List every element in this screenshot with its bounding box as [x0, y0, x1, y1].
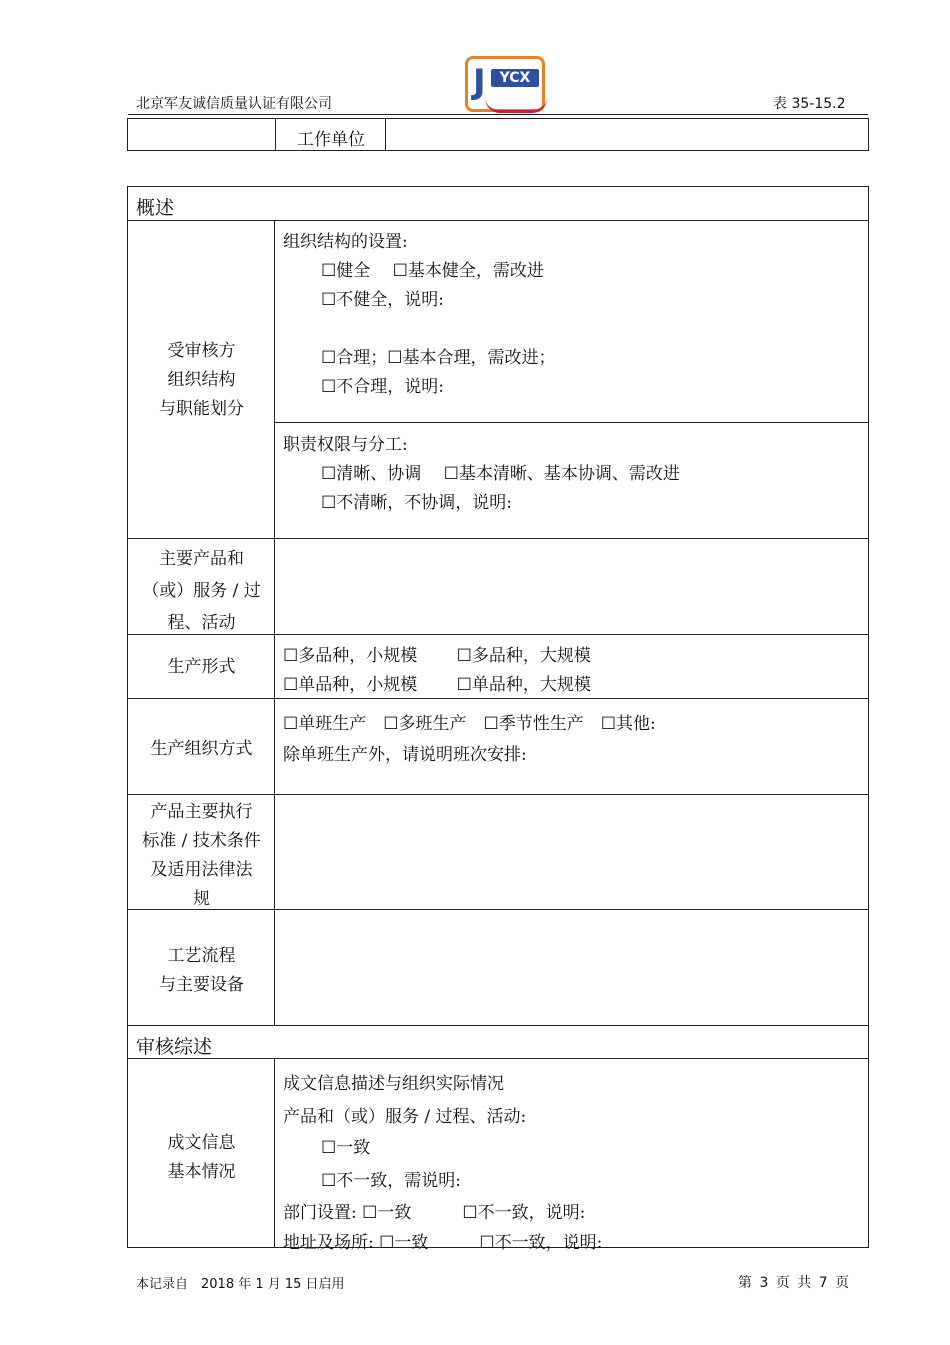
org-setup-options[interactable]: ☐健全 ☐基本健全，需改进	[321, 261, 544, 281]
company-name: 北京军友诚信质量认证有限公司	[136, 96, 332, 112]
documented-info-label: 成文信息 基本情况	[167, 1133, 236, 1182]
overview-title: 概述	[136, 197, 175, 219]
production-org-label: 生产组织方式	[150, 739, 253, 759]
row-divider	[128, 634, 868, 635]
production-form-row2[interactable]: ☐单品种，小规模 ☐单品种，大规模	[283, 675, 591, 695]
address-sites[interactable]: 地址及场所: ☐一致 ☐不一致，说明:	[283, 1233, 603, 1253]
audit-summary-title: 审核综述	[136, 1036, 213, 1058]
overview-table	[127, 186, 869, 1253]
row-divider	[128, 909, 868, 910]
duties-unclear-option[interactable]: ☐不清晰，不协调，说明:	[321, 493, 512, 513]
form-number: 表 35-15.2	[773, 96, 846, 112]
logo-text: YCX	[491, 69, 539, 87]
row-divider	[128, 1025, 868, 1026]
logo-letter: J	[473, 62, 486, 102]
documented-info-line1: 成文信息描述与组织实际情况	[283, 1074, 504, 1094]
org-setup-unsound-option[interactable]: ☐不健全，说明:	[321, 290, 444, 310]
production-org-shift-note[interactable]: 除单班生产外，请说明班次安排:	[283, 745, 527, 765]
row-divider	[128, 1058, 868, 1059]
company-logo	[465, 52, 550, 114]
org-setup-title: 组织结构的设置:	[283, 232, 408, 252]
org-reasonable-options[interactable]: ☐合理；☐基本合理，需改进；	[321, 348, 556, 368]
logo-swoosh	[485, 98, 547, 113]
documented-info-inconsistent[interactable]: ☐不一致，需说明:	[321, 1171, 461, 1191]
department-setup[interactable]: 部门设置: ☐一致 ☐不一致，说明:	[283, 1203, 586, 1223]
documented-info-line2: 产品和（或）服务 / 过程、活动:	[283, 1107, 527, 1127]
duties-title: 职责权限与分工:	[283, 435, 408, 455]
org-structure-label: 受审核方 组织结构 与职能划分	[159, 341, 244, 419]
duties-options[interactable]: ☐清晰、协调 ☐基本清晰、基本协调、需改进	[321, 464, 680, 484]
products-label: 主要产品和 （或）服务 / 过 程、活动	[142, 549, 261, 633]
record-start-date: 本记录自 2018 年 1 月 15 日启用	[136, 1277, 345, 1292]
production-form-label: 生产形式	[167, 657, 236, 677]
standards-label: 产品主要执行 标准 / 技术条件 及适用法律法 规	[142, 802, 261, 909]
row-divider	[128, 538, 868, 539]
row-divider	[128, 220, 868, 221]
page-number: 第 3 页 共 7 页	[738, 1275, 850, 1291]
row-divider	[128, 698, 868, 699]
production-form-row1[interactable]: ☐多品种，小规模 ☐多品种，大规模	[283, 646, 591, 666]
documented-info-consistent[interactable]: ☐一致	[321, 1138, 371, 1158]
work-unit-table	[127, 118, 869, 151]
org-unreasonable-option[interactable]: ☐不合理，说明:	[321, 377, 444, 397]
process-label: 工艺流程 与主要设备	[159, 946, 244, 995]
header-divider	[128, 114, 868, 115]
production-org-options[interactable]: ☐单班生产 ☐多班生产 ☐季节性生产 ☐其他:	[283, 714, 656, 734]
row-divider	[128, 794, 868, 795]
work-unit-label: 工作单位	[297, 130, 365, 150]
row-divider	[275, 422, 868, 423]
